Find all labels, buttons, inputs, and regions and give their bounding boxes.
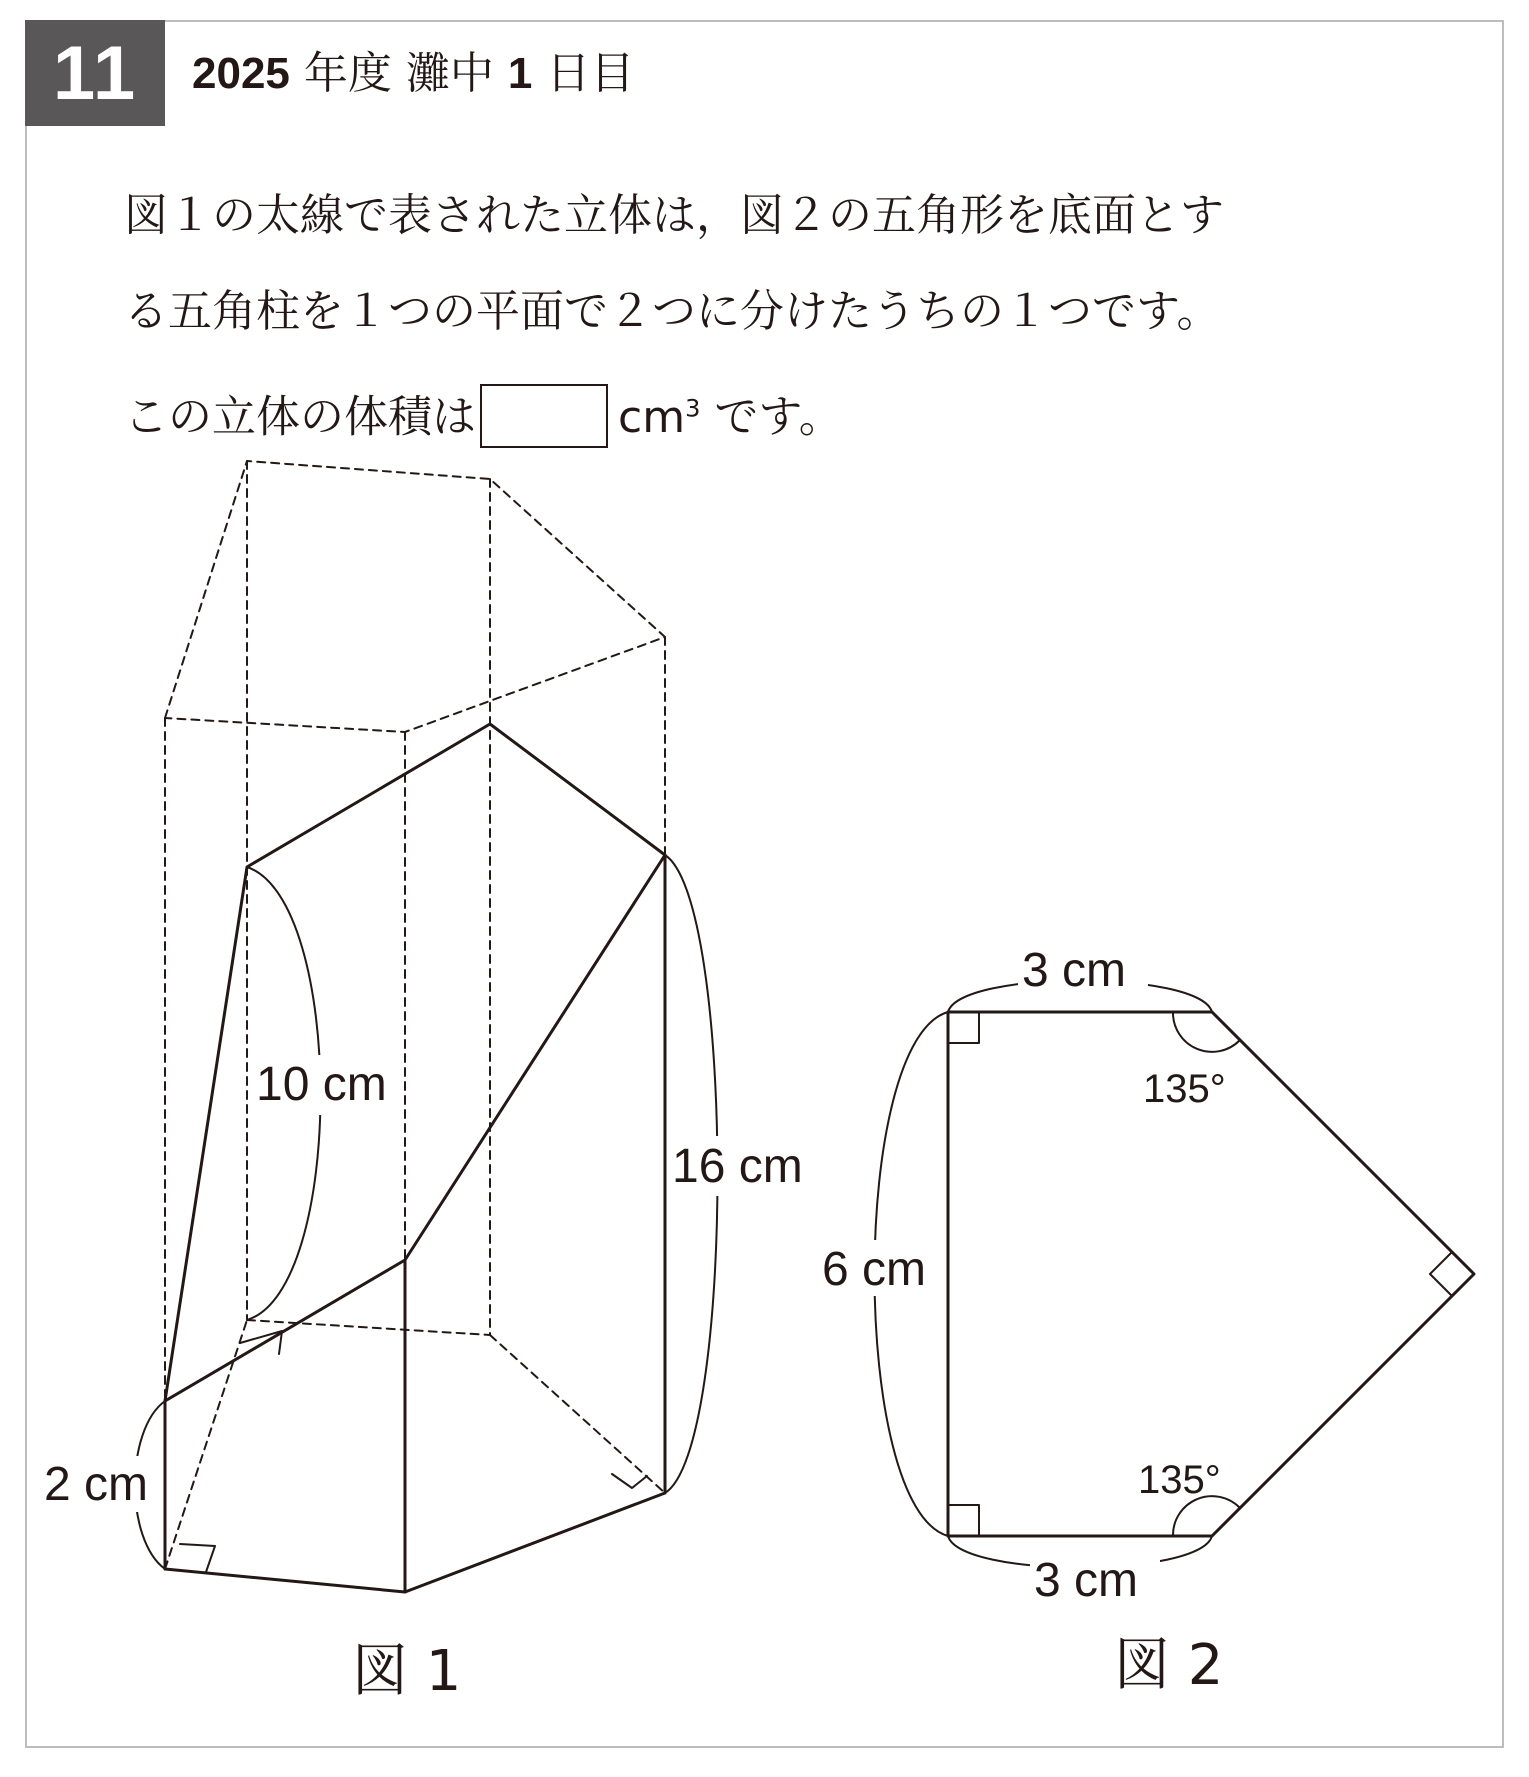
header-year-suffix: 年度 <box>303 48 392 99</box>
figure1-right-angles <box>180 1331 647 1572</box>
prism-top-face <box>165 461 665 732</box>
question-line-1: 図１の太線で表された立体は，図２の五角形を底面とす <box>124 190 1224 241</box>
right-angle-mark-1 <box>180 1544 215 1572</box>
right-angle-mark-bottom-left <box>948 1505 979 1536</box>
header-day-suffix: 日目 <box>546 48 635 99</box>
figure1-caption: 図 1 <box>352 1639 462 1704</box>
right-angle-mark-right <box>1430 1252 1452 1296</box>
angle-label-top: 135° <box>1143 1067 1226 1111</box>
header-year: 2025 <box>192 49 290 98</box>
figure1-solid-edges <box>165 724 665 1592</box>
label-bottom-3cm: 3 cm <box>1034 1554 1139 1607</box>
bottom-hidden-ab <box>165 1320 247 1569</box>
bottom-hidden-cd <box>490 1335 665 1493</box>
label-2cm: 2 cm <box>44 1458 149 1511</box>
question-line-3-end: です。 <box>700 391 843 443</box>
figure1-dashed-edges <box>165 461 665 1569</box>
angle-label-bottom: 135° <box>1138 1458 1221 1502</box>
problem-number: 11 <box>52 30 138 116</box>
base-edge-ae <box>165 1569 405 1592</box>
header-school: 灘中 <box>405 48 494 99</box>
cut-face <box>165 724 665 1401</box>
label-left-6cm: 6 cm <box>822 1243 927 1296</box>
right-angle-mark-top-left <box>948 1012 979 1043</box>
question-line-3-text: この立体の体積は <box>124 391 476 443</box>
label-16cm: 16 cm <box>672 1140 803 1193</box>
header-day-number: 1 <box>507 49 533 98</box>
question-line-2: る五角柱を１つの平面で２つに分けたうちの１つです。 <box>124 286 1221 337</box>
right-angle-mark-3 <box>612 1474 647 1488</box>
label-top-3cm: 3 cm <box>1022 944 1127 997</box>
label-10cm: 10 cm <box>256 1058 387 1111</box>
unit-exponent: 3 <box>685 394 701 422</box>
base-edge-ed <box>405 1493 665 1592</box>
figure2-caption: 図 2 <box>1114 1633 1224 1698</box>
unit-text: cm <box>618 391 686 443</box>
